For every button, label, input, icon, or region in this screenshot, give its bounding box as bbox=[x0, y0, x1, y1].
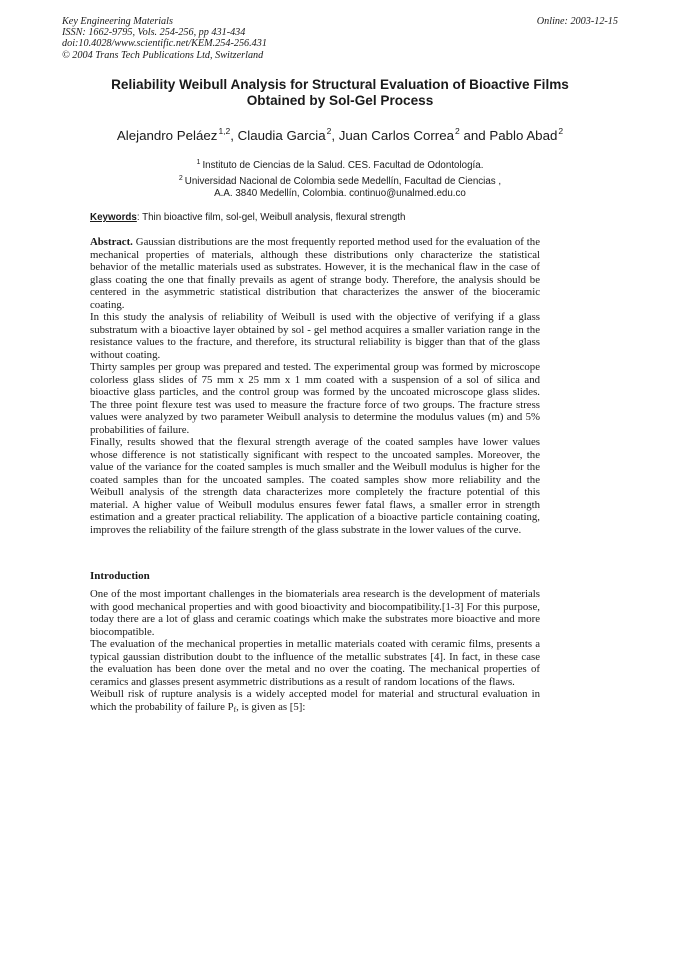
affiliation-address: A.A. 3840 Medellín, Colombia. continuo@unalmed.edu.co bbox=[214, 188, 466, 200]
intro-text: , is given as [5]: bbox=[236, 700, 306, 713]
author-affiliation-mark: 2 bbox=[558, 126, 564, 136]
introduction-body bbox=[90, 588, 540, 716]
author-affiliation-mark: 2 bbox=[455, 126, 460, 136]
intro-paragraph: One of the most important challenges in the biomaterials area research is the development of materials with good mechanical properties and with good bioactivity and biocompatibility.[1-3] For this purpose, today there are a lot of glass and ceramic coatings which make the substrates more bioactive and more biocompatible. bbox=[90, 588, 540, 638]
author-name: Juan Carlos Correa bbox=[338, 128, 455, 143]
author-list bbox=[62, 126, 618, 143]
abstract-paragraph: In this study the analysis of reliability of Weibull is used with the objective of verifying if a glass substratum with a bioactive layer obtained by sol - gel method acquires a smaller variation range in the resistance values to the fracture, and therefore, its structural reliability is bigger than that of the glass without coating. bbox=[90, 311, 540, 361]
affiliation-mark: 2 bbox=[178, 174, 183, 182]
issn-line: ISSN: 1662-9795, Vols. 254-256, pp 431-434 bbox=[62, 27, 246, 39]
journal-header bbox=[62, 16, 618, 61]
subscript: f bbox=[233, 704, 237, 714]
affiliations bbox=[62, 157, 618, 201]
author-name: Alejandro Peláez bbox=[116, 128, 218, 143]
intro-paragraph bbox=[90, 688, 540, 716]
author-separator: and bbox=[459, 128, 490, 143]
copyright-line: © 2004 Trans Tech Publications Ltd, Switzerland bbox=[62, 49, 264, 61]
abstract bbox=[90, 236, 540, 536]
keywords-text: : Thin bioactive film, sol-gel, Weibull analysis, flexural strength bbox=[136, 212, 406, 223]
affiliation-mark: 1 bbox=[196, 159, 201, 166]
affiliation-1 bbox=[62, 157, 618, 173]
affiliation-text: Instituto de Ciencias de la Salud. CES. Facultad de Odontología. bbox=[202, 160, 484, 171]
title-line-2: Obtained by Sol-Gel Process bbox=[246, 93, 434, 108]
author-name: Claudia Garcia bbox=[237, 128, 326, 143]
intro-paragraph: The evaluation of the mechanical properties in metallic materials coated with ceramic films, presents a typical gaussian distribution doubt to the influence of the metallic substrates [4]. In fact, in these case the evaluation has been done over the metal and no over the coating. The mechanical properties of ceramics and glasses present asymmetric distributions as a result of random locations of the flaws. bbox=[90, 638, 540, 688]
abstract-paragraph bbox=[90, 236, 540, 311]
doi-line: doi:10.4028/www.scientific.net/KEM.254-256.431 bbox=[62, 38, 267, 50]
online-date: Online: 2003-12-15 bbox=[536, 16, 618, 27]
journal-name: Key Engineering Materials bbox=[62, 16, 173, 27]
author-affiliation-mark: 1,2 bbox=[218, 126, 231, 136]
section-heading-introduction: Introduction bbox=[90, 570, 150, 582]
abstract-paragraph: Finally, results showed that the flexural strength average of the coated samples have lower values whose difference is not statistically significant with respect to the uncoated samples. Moreover, the value of the variance for the coated samples is much smaller and the Weibull modulus is higher for the coated samples than for the uncoated samples. The coated samples show more reliability and the Weibull analysis of the strength data characterizes more completely the fracture potential of this material. A higher value of Weibull modulus ensures fewer fatal flaws, a smaller error in strength estimation and a greater practical reliability. The application of a bioactive particle containing coating, improves the reliability of the failure strength of the glass substrate in the lower values of the curve. bbox=[90, 436, 540, 536]
abstract-paragraph: Thirty samples per group was prepared and tested. The experimental group was formed by microscope colorless glass slides of 75 mm x 25 mm x 1 mm coated with a suspension of a sol of silica and bioactive glass particles, and the control group was formed by the uncoated microscope glass slides. The three point flexure test was used to measure the fracture force of two groups. The fracture stress values were analyzed by two parameter Weibull analysis to determine the modulus values (m) and 5% probabilities of failure. bbox=[90, 361, 540, 436]
keywords-label: Keywords bbox=[90, 212, 137, 223]
affiliation-2 bbox=[62, 173, 618, 189]
author-name: Pablo Abad bbox=[489, 128, 558, 143]
abstract-text: Gaussian distributions are the most frequently reported method used for the evaluation of the mechanical properties of materials, although these distributions only characterize the statistical behavior of the metallic materials used as substrates. However, it is the mechanical flaw in the case of glass coating the one that finally prevails as agent of strange body. Therefore, the analysis should be centered in the asymmetric statistical distribution that characterizes the answer of the bioceramic coating. bbox=[90, 236, 540, 311]
affiliation-text: Universidad Nacional de Colombia sede Medellín, Facultad de Ciencias , bbox=[184, 175, 502, 187]
author-separator: , bbox=[331, 128, 339, 143]
title-line-1: Reliability Weibull Analysis for Structural Evaluation of Bioactive Films bbox=[111, 77, 569, 92]
author-affiliation-mark: 2 bbox=[326, 126, 332, 136]
abstract-label: Abstract. bbox=[90, 236, 133, 248]
author-separator: , bbox=[230, 128, 238, 143]
keywords bbox=[90, 212, 570, 223]
intro-text: Weibull risk of rupture analysis is a widely accepted model for material and structural evaluation in which the probability of failure P bbox=[90, 688, 540, 713]
paper-title bbox=[70, 77, 610, 109]
